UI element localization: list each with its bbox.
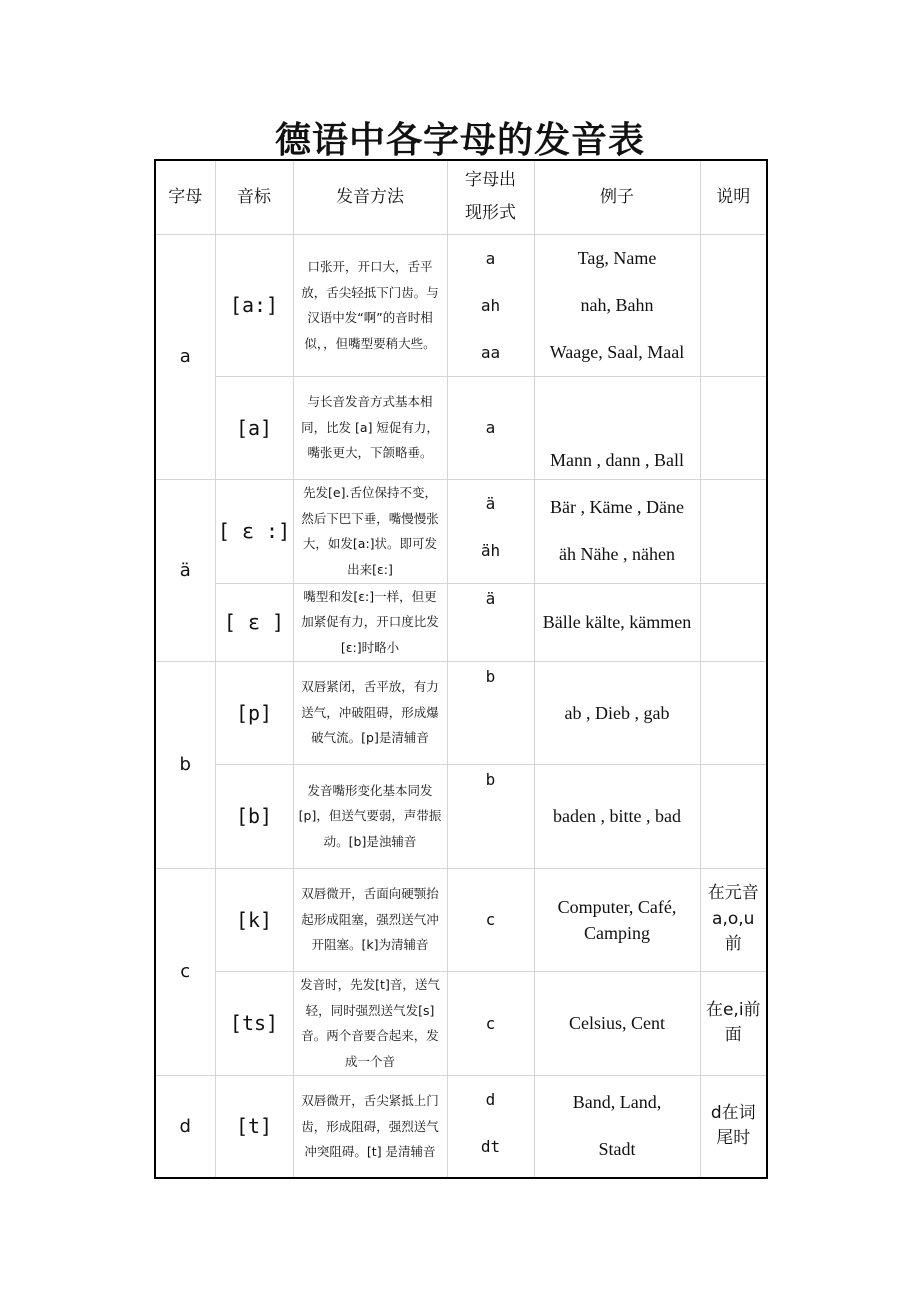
header-method: 发音方法 bbox=[293, 160, 447, 234]
header-forms-line1: 字母出 bbox=[465, 170, 516, 191]
ipa-cell: [ts] bbox=[215, 971, 293, 1075]
form-item: äh bbox=[480, 540, 501, 560]
letter-cell: c bbox=[155, 868, 215, 1075]
method-cell: 发音时，先发[t]音，送气轻，同时强烈送气发[s]音。两个音要合起来，发成一个音 bbox=[293, 971, 447, 1075]
form-item: a bbox=[485, 418, 496, 437]
method-cell: 发音嘴形变化基本同发[p]，但送气要弱，声带振动。[b]是浊辅音 bbox=[293, 764, 447, 868]
table-row bbox=[155, 376, 767, 479]
examples-cell bbox=[534, 479, 700, 583]
forms-cell bbox=[447, 764, 534, 868]
forms-cell bbox=[447, 583, 534, 661]
forms-cell bbox=[447, 234, 534, 376]
examples-cell bbox=[534, 1075, 700, 1178]
ipa-cell: [t] bbox=[215, 1075, 293, 1178]
note-cell bbox=[700, 376, 767, 479]
method-cell: 双唇紧闭，舌平放，有力送气，冲破阻碍，形成爆破气流。[p]是清辅音 bbox=[293, 661, 447, 764]
forms-cell bbox=[447, 971, 534, 1075]
example-line: Waage, Saal, Maal bbox=[549, 341, 685, 362]
form-item: a bbox=[485, 248, 496, 268]
note-cell bbox=[700, 661, 767, 764]
method-cell: 双唇微开，舌面向硬颚抬起形成阻塞，强烈送气冲开阻塞。[k]为清辅音 bbox=[293, 868, 447, 971]
method-cell: 嘴型和发[ε:]一样，但更加紧促有力，开口度比发[ε:]时略小 bbox=[293, 583, 447, 661]
examples-cell: Computer, Café, Camping bbox=[534, 868, 700, 971]
examples-cell: ab , Dieb , gab bbox=[534, 661, 700, 764]
ipa-cell: [b] bbox=[215, 764, 293, 868]
note-cell: 在元音a,o,u前 bbox=[700, 868, 767, 971]
header-examples: 例子 bbox=[534, 160, 700, 234]
header-letter: 字母 bbox=[155, 160, 215, 234]
form-item: ä bbox=[485, 588, 496, 608]
form-item: ä bbox=[485, 493, 496, 513]
letter-cell: b bbox=[155, 661, 215, 868]
forms-cell bbox=[447, 1075, 534, 1178]
page-title: 德语中各字母的发音表 bbox=[274, 120, 645, 161]
form-item: c bbox=[485, 910, 496, 929]
ipa-cell: [a] bbox=[215, 376, 293, 479]
forms-cell bbox=[447, 479, 534, 583]
form-item: c bbox=[485, 1013, 496, 1033]
pronunciation-table bbox=[154, 159, 768, 1179]
form-item: b bbox=[485, 666, 496, 686]
note-cell bbox=[700, 479, 767, 583]
method-cell: 与长音发音方式基本相同，比发 [a] 短促有力，嘴张更大，下颌略垂。 bbox=[293, 376, 447, 479]
table-row bbox=[155, 971, 767, 1075]
form-item: aa bbox=[480, 342, 501, 362]
example-line: Stadt bbox=[598, 1139, 636, 1160]
example-line: Mann , dann , Ball bbox=[550, 449, 684, 470]
method-cell: 先发[e].舌位保持不变，然后下巴下垂，嘴慢慢张大，如发[a:]状。即可发出来[ε:] bbox=[293, 479, 447, 583]
method-cell: 口张开，开口大，舌平放，舌尖轻抵下门齿。与汉语中发“啊”的音时相似，，但嘴型要稍大些。 bbox=[293, 234, 447, 376]
example-line: Bär , Käme , Däne bbox=[550, 497, 684, 517]
forms-cell bbox=[447, 868, 534, 971]
form-item: d bbox=[485, 1089, 496, 1109]
table-row bbox=[155, 1075, 767, 1178]
header-forms bbox=[447, 160, 534, 234]
letter-cell: a bbox=[155, 234, 215, 479]
note-cell: d在词尾时 bbox=[700, 1075, 767, 1178]
table-row bbox=[155, 764, 767, 868]
example-line: äh Nähe , nähen bbox=[559, 544, 675, 564]
note-cell bbox=[700, 583, 767, 661]
examples-cell bbox=[534, 234, 700, 376]
table-row bbox=[155, 661, 767, 764]
form-item: dt bbox=[480, 1136, 501, 1156]
table-row bbox=[155, 479, 767, 583]
ipa-cell: [k] bbox=[215, 868, 293, 971]
table-row bbox=[155, 583, 767, 661]
form-item: b bbox=[485, 769, 496, 789]
table-row bbox=[155, 868, 767, 971]
examples-cell: baden , bitte , bad bbox=[534, 764, 700, 868]
form-item: ah bbox=[480, 295, 501, 315]
note-cell: 在e,i前面 bbox=[700, 971, 767, 1075]
example-line: Tag, Name bbox=[577, 247, 657, 268]
header-notes: 说明 bbox=[700, 160, 767, 234]
ipa-cell: [p] bbox=[215, 661, 293, 764]
header-ipa: 音标 bbox=[215, 160, 293, 234]
ipa-cell: [ ε :] bbox=[215, 479, 293, 583]
table-row bbox=[155, 234, 767, 376]
example-line: Band, Land, bbox=[572, 1092, 662, 1113]
note-cell bbox=[700, 234, 767, 376]
forms-cell bbox=[447, 376, 534, 479]
letter-cell: ä bbox=[155, 479, 215, 661]
method-cell: 双唇微开，舌尖紧抵上门齿，形成阻碍，强烈送气冲突阻碍。[t] 是清辅音 bbox=[293, 1075, 447, 1178]
example-line: nah, Bahn bbox=[580, 294, 654, 315]
ipa-cell: [a:] bbox=[215, 234, 293, 376]
examples-cell: Bälle kälte, kämmen bbox=[534, 583, 700, 661]
forms-cell bbox=[447, 661, 534, 764]
examples-cell: Celsius, Cent bbox=[534, 971, 700, 1075]
letter-cell: d bbox=[155, 1075, 215, 1178]
ipa-cell: [ ε ] bbox=[215, 583, 293, 661]
note-cell bbox=[700, 764, 767, 868]
examples-cell bbox=[534, 376, 700, 479]
header-forms-line2: 现形式 bbox=[465, 203, 516, 224]
header-row bbox=[155, 160, 767, 234]
